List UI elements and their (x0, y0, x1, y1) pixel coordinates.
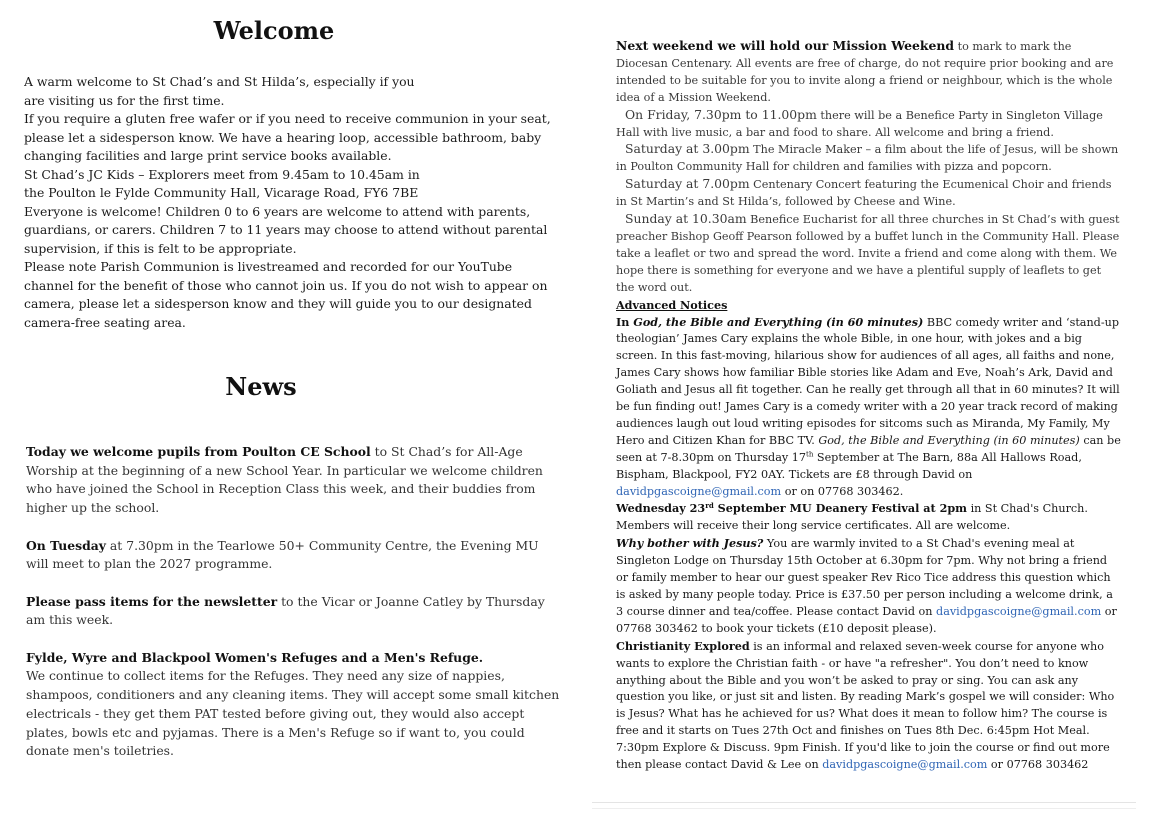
mission-intro-lead: Next weekend we will hold our Mission Weekend (616, 38, 955, 53)
notice-text: You are warmly invited to a St Chad's evening meal at Singleton Lodge on Thursday 15th October at 6.30pm for 7pm. Why not bring a friend or family member to hear our guest speaker Rev Rico Tice address this question which is asked by many people today. Price is £37.50 per person including a welcome drink, a 3 course dinner and tea/coffee. Please contact David on (616, 537, 1113, 618)
notice-gbe (616, 314, 1121, 501)
event-time: Sunday at 10.30am (625, 211, 747, 227)
show-title: God, the Bible and Everything (in 60 minutes) (633, 314, 924, 329)
news-item-text: at 7.30pm in the Tearlowe 50+ Community Centre, the Evening MU will meet to plan the 2027 programme. (26, 537, 539, 572)
notice-lead: Christianity Explored (616, 638, 750, 653)
welcome-title: Welcome (213, 16, 335, 45)
welcome-paragraph: A warm welcome to St Chad’s and St Hilda’s, especially if you are visiting us for the first time. (24, 74, 415, 108)
mission-event (616, 176, 1121, 211)
mission-intro-text: to mark to mark the Diocesan Centenary. All events are free of charge, do not require prior booking and are intended to be suitable for you to invite along a friend or neighbour, which is the whole idea of a Mission Weekend. (616, 40, 1114, 104)
news-item (26, 443, 561, 518)
event-time: Saturday at 7.00pm (625, 176, 750, 192)
mission-event (616, 211, 1121, 297)
notice-text: or 07768 303462 to book your tickets (£10 deposit please). (616, 604, 1117, 635)
notice-prefix: In (616, 314, 634, 329)
notice-text: is an informal and relaxed seven-week course for anyone who wants to explore the Christian faith - or have "a refresher". You don’t need to know anything about the Bible and you won’t be asked to pray or sing. You can ask any question you like, or just sit and listen. By reading Mark’s gospel we will consider: Who is Jesus? What has he achieved for us? What does it mean to follow him? The course is free and it starts on Tues 27th Oct and finishes on Tues 8th Dec. 6:45pm Hot Meal. 7:30pm Explore & Discuss. 9pm Finish. If you'd like to join the course or find out more then please contact David & Lee on (616, 639, 1115, 772)
date-suffix: th (806, 450, 814, 459)
email-link[interactable]: davidpgascoigne@gmail.com (822, 758, 988, 772)
email-link[interactable]: davidpgascoigne@gmail.com (616, 484, 782, 498)
event-text: Centenary Concert featuring the Ecumenical Choir and friends in St Martin’s and St Hilda’s, followed by Cheese and Wine. (616, 178, 1112, 209)
notice-text: BBC comedy writer and ‘stand-up theologian’ James Cary explains the whole Bible, in one hour, with jokes and a big screen. In this fast-moving, hilarious show for audiences of all ages, all faiths and none, James Cary shows how familiar Bible stories like Adam and Eve, Noah’s Ark, David and Goliath and Jesus all fit together. Can he really get through all that in 60 minutes? It will be fun finding out! James Cary is a comedy writer with a 20 year track record of making audiences laugh out loud writing episodes for sitcoms such as Miranda, My Family, My Hero and Citizen Khan for BBC TV. (616, 315, 1120, 447)
welcome-paragraph: Please note Parish Communion is livestreamed and recorded for our YouTube channel for the benefit of those who cannot join us. If you do not wish to appear on camera, please let a sidesperson know and they will guide you to our designated camera-free seating area. (24, 259, 548, 330)
mission-event (616, 107, 1121, 142)
news-section (26, 372, 561, 780)
page-footer-divider (592, 802, 1136, 809)
news-item-text: We continue to collect items for the Refuges. They need any size of nappies, shampoos, conditioners and any cleaning items. They will accept some small kitchen electricals - they get them PAT tested before giving out, they would also accept plates, bowls etc and pyjamas. There is a Men's Refuge so if want to, you could donate men's toiletries. (26, 668, 560, 759)
news-item-text: to the Vicar or Joanne Catley by Thursday am this week. (26, 593, 545, 628)
news-item (26, 537, 561, 574)
news-item-lead: On Tuesday (26, 537, 106, 553)
notice-text: in St Chad's Church. Members will receive their long service certificates. All are welcome. (616, 502, 1088, 533)
event-text: The Miracle Maker – a film about the life of Jesus, will be shown in Poulton Community Hall for children and families with pizza and popcorn. (616, 143, 1119, 174)
event-time: Saturday at 3.00pm (625, 141, 750, 157)
notice-lead: Why bother with Jesus? (616, 536, 764, 551)
news-item-lead: Fylde, Wyre and Blackpool Women's Refuges and a Men's Refuge. (26, 649, 484, 665)
welcome-paragraph: St Chad’s JC Kids – Explorers meet from 9.45am to 10.45am in the Poulton le Fylde Community Hall, Vicarage Road, FY6 7BE (24, 166, 420, 200)
notice-lead: September MU Deanery Festival at 2pm (713, 501, 968, 516)
email-link[interactable]: davidpgascoigne@gmail.com (936, 604, 1102, 618)
event-time: On Friday, 7.30pm to 11.00pm (625, 106, 817, 122)
news-item (26, 593, 561, 630)
event-text: there will be a Benefice Party in Singleton Village Hall with live music, a bar and food to share. All welcome and bring a friend. (616, 108, 1103, 139)
right-column (616, 38, 1121, 774)
news-item-lead: Please pass items for the newsletter (26, 593, 278, 609)
notice-text: or 07768 303462 (987, 758, 1089, 772)
news-item-text: to St Chad’s for All-Age Worship at the beginning of a new School Year. In particular we welcome children who have joined the School in Reception Class this week, and their buddies from higher up the school. (26, 444, 543, 516)
mission-intro (616, 38, 1121, 107)
notice-christianity-explored (616, 638, 1121, 774)
welcome-paragraph: If you require a gluten free wafer or if you need to receive communion in your seat, please let a sidesperson know. We have a hearing loop, accessible bathroom, baby changing facilities and large print service books available. (24, 111, 551, 163)
notice-text: September at The Barn, 88a All Hallows Road, Bispham, Blackpool, FY2 0AY. Tickets are £8 through David on (616, 450, 1082, 481)
mission-event (616, 141, 1121, 176)
advanced-notices-heading: Advanced Notices (616, 297, 728, 312)
show-title-repeat: God, the Bible and Everything (in 60 minutes) (818, 433, 1080, 447)
notice-lead: Wednesday 23 (616, 501, 706, 516)
welcome-section (24, 16, 564, 337)
welcome-text-box[interactable] (24, 73, 564, 337)
notice-text: can be seen at 7-8.30pm on Thursday 17 (616, 433, 1121, 464)
news-item-lead: Today we welcome pupils from Poulton CE School (26, 444, 371, 459)
news-title: News (225, 372, 297, 401)
notice-mu-festival (616, 500, 1121, 535)
news-list (26, 443, 561, 761)
welcome-paragraph: Everyone is welcome! Children 0 to 6 years are welcome to attend with parents, guardians, or carers. Children 7 to 11 years may choose to attend without parental supervision, if this is felt to be appropriate. (24, 203, 548, 256)
news-item (26, 649, 561, 761)
notice-why-bother (616, 535, 1121, 637)
notice-text: or on 07768 303462. (781, 484, 904, 498)
date-suffix: rd (705, 500, 714, 510)
event-text: Benefice Eucharist for all three churches in St Chad’s with guest preacher Bishop Geoff Pearson followed by a buffet lunch in the Community Hall. Please take a leaflet or two and spread the word. Invite a friend and come along with them. We hope there is something for everyone and we have a plentiful supply of leaflets to get the word out. (616, 213, 1120, 294)
